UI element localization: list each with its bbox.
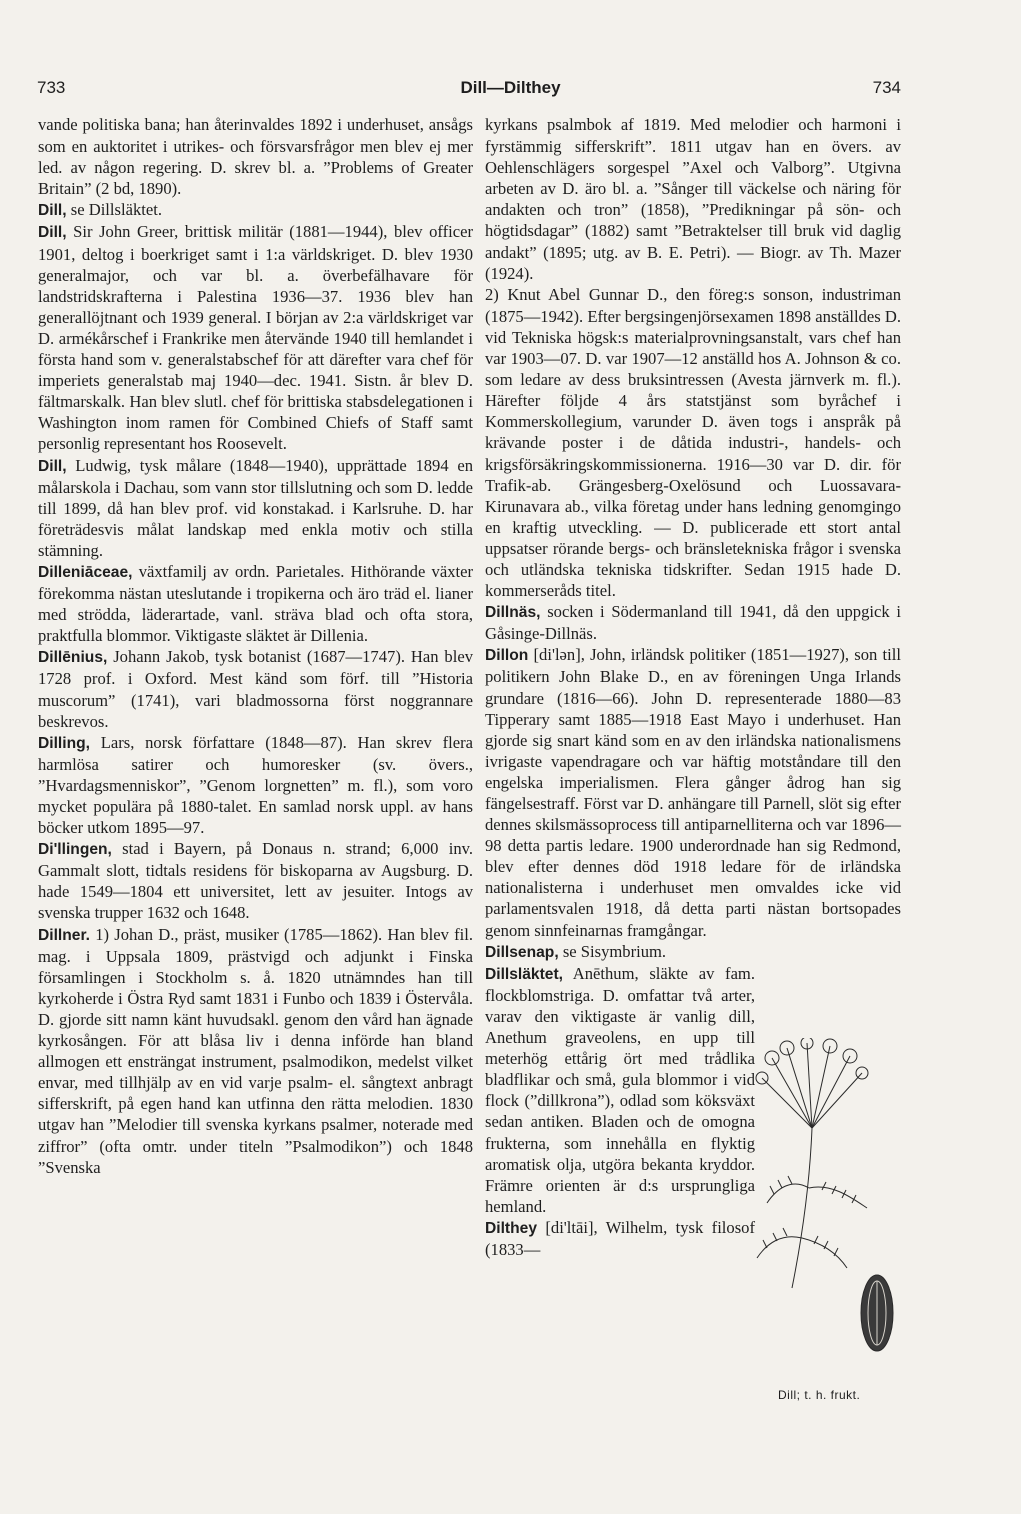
entry-paragraph [485, 114, 901, 284]
page-header [0, 78, 1021, 104]
entry-headword: Dillnäs, [485, 604, 541, 622]
entry-paragraph [485, 1217, 755, 1260]
entry-headword: Dillon [485, 647, 529, 665]
entry-text: växtfamilj av ordn. Parietales. Hithörande växter förekomma nästan uteslutande i tropikerna och äro träd el. lianer med strödda, läderartade, vanl. sträva blad och ofta stora, praktfulla blommor. Viktigaste släktet är Dillenia. [38, 561, 473, 646]
entry-headword: Dilling, [38, 734, 90, 752]
entry-text: [di'lən], John, irländsk politiker (1851—1927), son till politikern John Blake D., en av föreningen Unga Irlands grundare (1816—66). John D. representerade 1880—83 Tipperary samt 1885—1918 East Mayo i underhuset. Han gjorde sig snart känd som en av den irländska nationalismens ivrigaste vapendragare och var häftig motståndare till den engelska imperialismen. Flera gånger ådrog han sig fängelsestraff. Först var D. anhängare till Parnell, slöt sig efter dennes skilsmässoprocess till antiparnelliterna och var 1896—98 detta partis ledare. 1900 underordnade han sig Redmond, blev efter dennes död 1918 ledare för de irländska nationalisterna i underhuset men omvaldes icke vid parlamentsvalen 1918, då detta parti nästan bortsopades genom sinnfeinarnas framgångar. [485, 645, 901, 940]
entry-headword: Dilthey [485, 1219, 537, 1237]
entry-text: se Dillsläktet. [66, 200, 162, 220]
entry-text: Lars, norsk författare (1848—87). Han skrev flera harmlösa satirer och humoresker (sv. övers., ”Hvardagsmenniskor”, ”Genom lorgnetten” m. fl.), som voro mycket populära på 1880-talet. En samlad norsk uppl. av hans böcker utkom 1895—97. [38, 732, 473, 838]
entry-headword: Dill, [38, 202, 67, 220]
entry-text: 2) Knut Abel Gunnar D., den föreg:s sonson, industriman (1875—1942). Efter bergsingenjörsexamen 1898 anställdes D. vid Tekniska högsk:s materialprovningsanstalt, vars chef han var 1903—07. D. var 1907—12 anställd hos A. Johnson & co. som ledare av dess bruksintressen (Avesta järnverk m. fl.). Härefter följde 4 års statstjänst som byråchef i Kommerskollegium, varunder D. även togs i anspråk på krävande poster i de dåtida industri-, handels- och krigsförsäkringskommissionerna. 1916—30 var D. dir. för Trafik-ab. Grängesberg-Oxelösund och Luossavara-Kirunavara ab., vilka företag under hans ledning genomgingo en kraftig utveckling. — D. publicerade ett stort antal uppsatser rörande bergs- och bränsletekniska frågor i svenska och utländska tekniska tidskrifter. Sedan 1915 hade D. kommerseråds titel. [485, 284, 901, 601]
entry-headword: Dillsenap, [485, 943, 559, 961]
page-title: Dill—Dilthey [460, 78, 561, 97]
entry-paragraph [38, 838, 473, 923]
entry-paragraph [485, 644, 901, 940]
entry-headword: Dillēnius, [38, 649, 108, 667]
entry-paragraph [38, 114, 473, 199]
entry-paragraph [485, 941, 755, 963]
entry-paragraph [485, 284, 901, 601]
entry-text: [di'ltāi], Wilhelm, tysk filosof (1833— [485, 1217, 755, 1259]
entry-headword: Dillner. [38, 926, 90, 944]
entry-text: Johann Jakob, tysk botanist (1687—1747). Han blev 1728 prof. i Oxford. Mest känd som förf. till ”Historia muscorum” (1741), vari bladmossorna först noggrannare beskrevos. [38, 647, 473, 731]
entry-paragraph [38, 455, 473, 561]
entry-headword: Dill, [38, 224, 67, 242]
entry-paragraph [38, 221, 473, 454]
entry-text: kyrkans psalmbok af 1819. Med melodier och harmoni i fyrstämmig sifferskrift”. 1811 utgav han en övers. av Oehlenschlägers sorgespel ”Axel och Valborg”. Utgivna arbeten av D. äro bl. a. ”Sånger till väckelse och näring för andakten och tron” (1858), ”Predikningar på sön- och högtidsdagar” (1882) samt ”Betraktelser till bruk vid daglig andakt” (1895; utg. av B. E. Petri). — Biogr. av Th. Mazer (1924). [485, 115, 901, 283]
entry-text: Ludwig, tysk målare (1848—1940), upprättade 1894 en målarskola i Dachau, som vann stor tillslutning och som D. ledde till 1899, då han blev prof. vid konstakad. i Karlsruhe. D. har företrädesvis målat landskap med enkla motiv och stilla stämning. [38, 455, 473, 560]
entry-paragraph [38, 924, 473, 1178]
entry-text: 1) Johan D., präst, musiker (1785—1862). Han blev fil. mag. i Uppsala 1809, prästvigd och adjunkt i Finska församlingen i Stockholm s. å. 1820 utnämndes han till kyrkoherde i Östra Ryd samt 1831 i Funbo och 1839 i Östervåla. D. gjorde sitt namn känt huvudsakl. genom den vård han ägnade kyrkosången. För att blåsa liv i denna införde han bland allmogen ett ensträngat instrument, psalmodikon, medelst vilket envar, med tillhjälp av en vid varje psalm- el. sångtext anbragt sifferskrift, på egen hand kan utfinna den rätta melodien. 1830 utgav han ”Melodier till svenska kyrkans psalmer, noterade med ziffror” (ofta omtr. under titeln ”Psalmodikon”) och 1848 ”Svenska [38, 924, 473, 1177]
dill-plant-drawing [752, 1038, 912, 1368]
entry-headword: Di'llingen, [38, 841, 112, 859]
entry-text: socken i Södermanland till 1941, då den uppgick i Gåsinge-Dillnäs. [485, 602, 901, 644]
entry-headword: Dillsläktet, [485, 965, 563, 983]
page-number-right: 734 [872, 78, 901, 97]
entry-paragraph [38, 646, 473, 731]
entry-paragraph [485, 601, 901, 644]
left-column [38, 114, 473, 1178]
entry-text: se Sisymbrium. [558, 941, 667, 961]
page-number-left: 733 [37, 78, 66, 97]
entry-headword: Dilleniāceae, [38, 563, 133, 581]
entry-headword: Dill, [38, 457, 67, 475]
entry-paragraph [485, 963, 755, 1217]
entry-paragraph [38, 561, 473, 646]
figure-caption: Dill; t. h. frukt. [778, 1388, 861, 1402]
entry-paragraph [38, 199, 473, 221]
dill-illustration [752, 1038, 912, 1368]
entry-text: vande politiska bana; han återinvaldes 1892 i underhuset, ansågs som en auktoritet i utrikes- och försvarsfrågor men blev ej mer led. av någon regering. D. skrev bl. a. ”Problems of Greater Britain” (2 bd, 1890). [38, 115, 473, 199]
entry-text: Sir John Greer, brittisk militär (1881—1944), blev officer 1901, deltog i boerkriget samt i 1:a världskriget. D. blev 1930 generalmajor, och var bl. a. överbefälhavare för landstridskrafterna i Palestina 1936—37. 1936 blev han generallöjtnant och 1939 general. I början av 2:a världskriget var D. armékårschef i Frankrike men återvände 1940 till hemlandet i första hand som v. generalstabschef för att därefter vara chef för imperiets generalstab maj 1940—dec. 1941. Sistn. år blev D. fältmarskalk. Han blev slutl. chef för brittiska stabsdelegationen i Washington inom ramen för Combined Chiefs of Staff samt personlig representant hos Roosevelt. [38, 222, 473, 454]
entry-paragraph [38, 732, 473, 838]
entry-text: stad i Bayern, på Donaus n. strand; 6,000 inv. Gammalt slott, tidtals residens för biskoparna av Augsburg. D. hade 1549—1804 ett universitet, lett av jesuiter. Intogs av svenska trupper 1632 och 1648. [38, 839, 473, 923]
entry-text: Anēthum, släkte av fam. flockblomstriga. D. omfattar två arter, varav den viktigaste är vanlig dill, Anethum graveolens, en upp till meterhög ettårig ört med trådlika bladflikar och små, gula blommor i vid flock (”dillkrona”), odlad som köksväxt sedan antiken. Bladen och de omogna frukterna, som innehålla en flyktig aromatisk olja, utgöra bekanta kryddor. Främre orienten är d:s ursprungliga hemland. [485, 963, 755, 1216]
